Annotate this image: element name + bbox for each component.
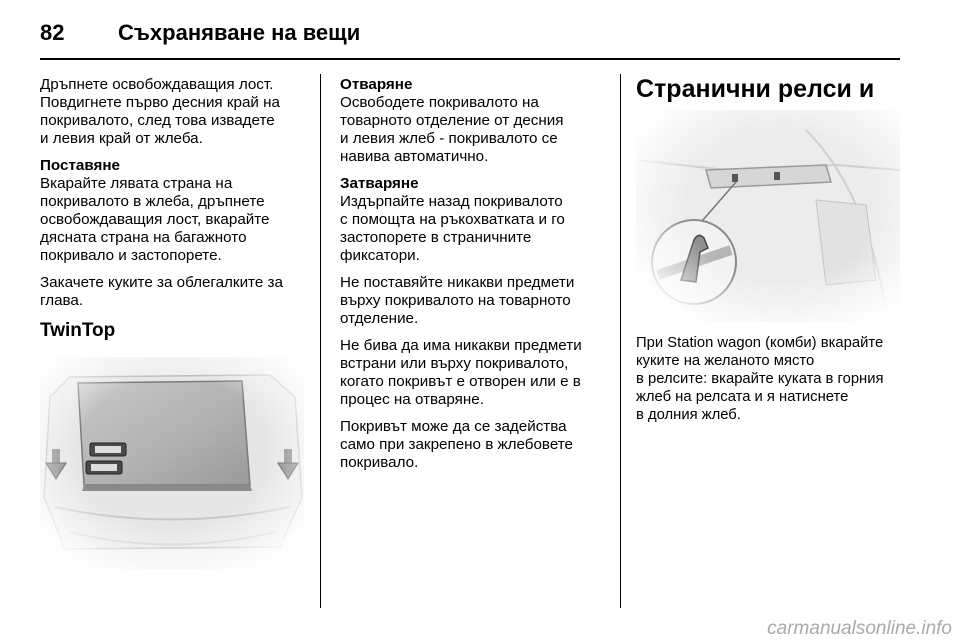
twintop-heading: TwinTop [40, 320, 116, 341]
column-3-body [636, 334, 916, 433]
page-header [40, 14, 900, 58]
column-1 [40, 76, 312, 351]
header-divider [40, 58, 900, 60]
twintop-illustration [40, 357, 304, 569]
rails-hooks-heading: Странични релси и [636, 75, 875, 103]
close-heading: Затваряне [340, 175, 419, 192]
page-title: Съхраняване на вещи [118, 20, 361, 45]
watermark: carmanualsonline.info [767, 618, 952, 639]
install-heading: Поставяне [40, 157, 120, 174]
rails-paragraph: При Station wagon (комби) вкарайте куките на желаното място в релсите: вкарайте куката в горния жлеб на релсата и я натиснете в долния жлеб. [636, 335, 884, 423]
warning-paragraph-2: Не бива да има никакви предмети встрани или върху покривалото, когато покривът е отворен или е в процес на отваряне. [340, 337, 582, 408]
cargo-cover-drawing [40, 357, 304, 569]
close-paragraph: Издърпайте назад покривалото с помощта на ръкохватката и го застопорете в страничните фиксатори. [340, 193, 565, 264]
hooks-paragraph: Закачете куките за облегалките за глава. [40, 274, 283, 309]
rails-hooks-illustration [636, 110, 900, 322]
warning-paragraph-3: Покривът може да се задейства само при закрепено в жлебовете покривало. [340, 418, 573, 471]
column-divider-1 [320, 74, 321, 608]
open-paragraph: Освободете покривалото на товарното отделение от десния и левия жлеб - покривалото се навива автоматично. [340, 94, 564, 165]
page-number: 82 [40, 20, 65, 45]
column-2 [340, 76, 612, 481]
release-paragraph: Дръпнете освобождаващия лост. Повдигнете първо десния край на покривалото, след това извадете и левия край от жлеба. [40, 76, 280, 147]
open-heading: Отваряне [340, 76, 413, 93]
warning-paragraph-1: Не поставяйте никакви предмети върху покривалото на товарното отделение. [340, 274, 575, 327]
install-paragraph: Вкарайте лявата страна на покривалото в жлеба, дръпнете освобождаващия лост, вкарайте дясната страна на багажното покривало и застопорете. [40, 175, 270, 264]
rail-hook-drawing [636, 110, 900, 322]
column-divider-2 [620, 74, 621, 608]
